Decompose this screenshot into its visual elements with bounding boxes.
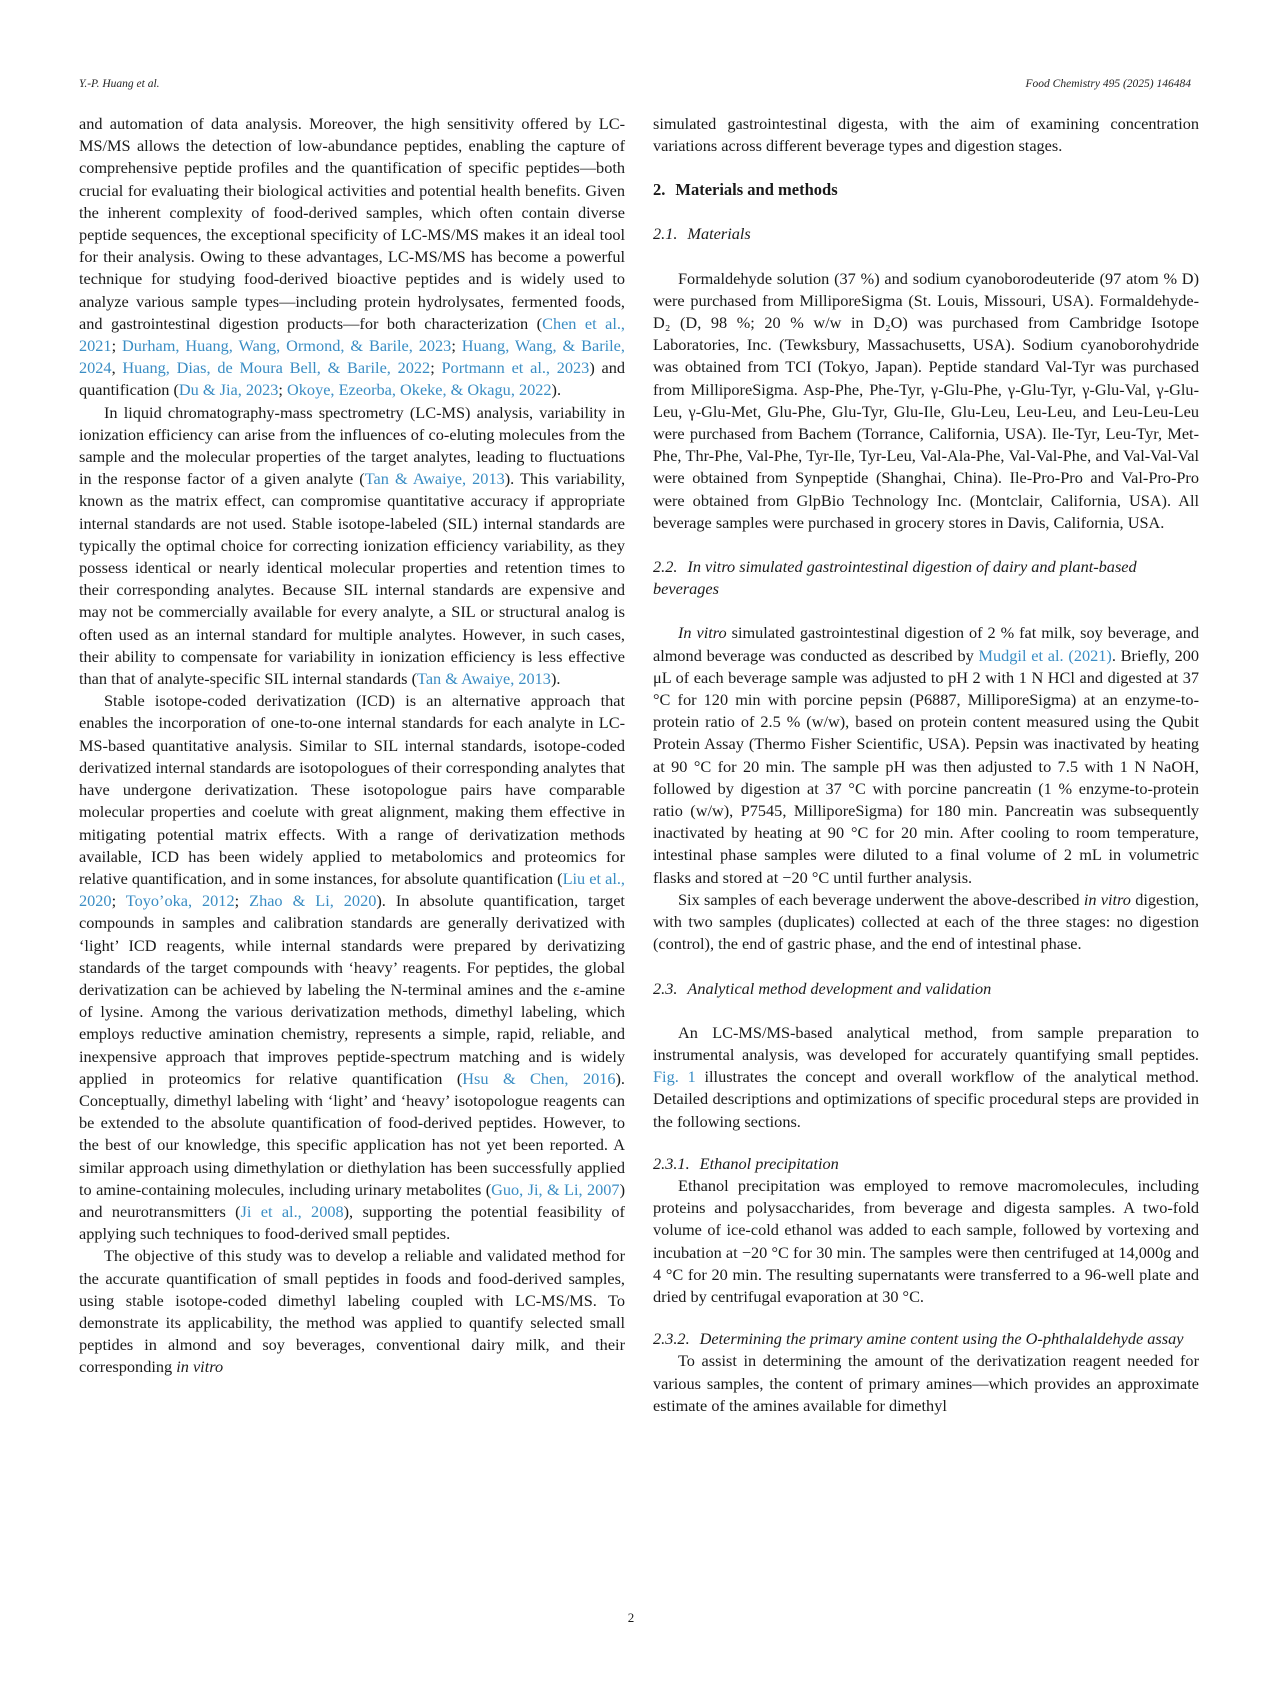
paragraph-digestion [653, 622, 1199, 888]
paragraph-ethanol: Ethanol precipitation was employed to remove macromolecules, including proteins and polysaccharides, from beverage and digesta samples. A two-fold volume of ice-cold ethanol was added to each sample, followed by vortexing and incubation at −20 °C for 30 min. The samples were then centrifuged at 14,000g and 4 °C for 20 min. The resulting supernatants were transferred to a 96-well plate and dried by centrifugal evaporation at 30 °C. [653, 1175, 1199, 1306]
left-column [79, 113, 625, 1379]
citation-link[interactable]: Durham, Huang, Wang, Ormond, & Barile, 2023 [122, 336, 452, 356]
section-title: Determining the primary amine content using the O-phthalaldehyde assay [699, 1329, 1184, 1349]
paragraph-objective [79, 1245, 625, 1378]
text: digestion, with two samples (duplicates) collected at each of the three stages: no digestion (control), the end of gastric phase, and the end of intestinal phase. [653, 889, 1199, 954]
text: ; [278, 380, 288, 400]
citation-link[interactable]: Guo, Ji, & Li, 2007 [491, 1179, 620, 1199]
section-title: Materials [687, 224, 751, 244]
section-heading-materials-methods [653, 179, 1199, 201]
citation-link[interactable]: Mudgil et al. (2021) [978, 645, 1112, 665]
paragraph-intro-lcms [79, 113, 625, 402]
text: and automation of data analysis. Moreover, the high sensitivity offered by LC-MS/MS allows the detection of low-abundance peptides, enabling the capture of comprehensive peptide profiles and the quantification of specific peptides—both crucial for evaluating their biological activities and potential health benefits. Given the inherent complexity of food-derived samples, which often contain diverse peptide sequences, the exceptional specificity of LC-MS/MS makes it an ideal tool for their analysis. Owing to these advantages, LC-MS/MS has become a powerful technique for studying food-derived bioactive peptides and is widely used to analyze various sample types—including protein hydrolysates, fermented foods, and gastrointestinal digestion products—for both characterization ( [79, 114, 625, 333]
subsection-heading-digestion [653, 556, 1199, 600]
citation-link[interactable]: Liu et al., 2020 [79, 868, 626, 911]
paragraph-icd [79, 690, 625, 1245]
citation-link[interactable]: Hsu & Chen, 2016 [462, 1068, 616, 1088]
text: Six samples of each beverage underwent the above-described [678, 889, 1084, 909]
section-number: 2. [653, 180, 666, 200]
citation-link[interactable]: Portmann et al., 2023 [441, 358, 590, 378]
running-head-authors: Y.-P. Huang et al. [79, 78, 160, 90]
text: ). [551, 380, 562, 400]
citation-link[interactable]: Chen et al., 2021 [79, 313, 625, 356]
text: ), supporting the potential feasibility of applying such techniques to food-derived small peptides. [79, 1201, 625, 1244]
section-title: Analytical method development and validation [687, 978, 992, 998]
citation-link[interactable]: Toyo’oka, 2012 [125, 891, 235, 911]
text: ; [451, 336, 462, 356]
text: ). This variability, known as the matrix effect, can compromise quantitative accuracy if appropriate internal standards are not used. Stable isotope-labeled (SIL) internal standards are typically the optimal choice for correcting ionization efficiency variability, as they possess identical or nearly identical molecular properties and retention times to their corresponding analytes. Because SIL internal standards are expensive and may not be commercially available for every analyte, a SIL or structural analog is often used as an internal standard for multiple analytes. However, in such cases, their ability to compensate for variability in ionization efficiency is less effective than that of analyte-specific SIL internal standards ( [79, 469, 626, 689]
section-title: Materials and methods [675, 180, 838, 200]
subsection-heading-materials [653, 223, 1199, 245]
text: ). [550, 669, 561, 689]
text: ). In absolute quantification, target compounds in samples and calibration standards are generally derivatized with ‘light’ ICD reagents, while internal standards were prepared by derivatizing standards of the target compounds with ‘heavy’ reagents. For peptides, the global derivatization can be achieved by labeling the N-terminal amines and the ε-amine of lysine. Among the various derivatization methods, dimethyl labeling, which employs reductive amination chemistry, represents a simple, rapid, reliable, and inexpensive approach that improves peptide-spectrum matching and is widely applied in proteomics for relative quantification ( [79, 891, 625, 1088]
citation-link[interactable]: Zhao & Li, 2020 [249, 891, 377, 911]
paragraph-materials: Formaldehyde solution (37 %) and sodium cyanoborodeuteride (97 atom % D) were purchased from MilliporeSigma (St. Louis, Missouri, USA). Formaldehyde-D₂ (D, 98 %; 20 % w/w in D₂O) was purchased from Cambridge Isotope Laboratories, Inc. (Tewksbury, Massachusetts, USA). Sodium cyanoborohydride was obtained from TCI (Tokyo, Japan). Peptide standard Val-Tyr was purchased from MilliporeSigma. Asp-Phe, Phe-Tyr, γ-Glu-Phe, γ-Glu-Tyr, γ-Glu-Val, γ-Glu-Leu, γ-Glu-Met, Glu-Phe, Glu-Tyr, Glu-Ile, Glu-Leu, Leu-Leu, and Leu-Leu-Leu were purchased from Bachem (Torrance, California, USA). Ile-Tyr, Leu-Tyr, Met-Phe, Thr-Phe, Val-Phe, Tyr-Ile, Tyr-Leu, Val-Ala-Phe, Val-Val-Phe, and Val-Val-Val were obtained from Synpeptide (Shanghai, China). Ile-Pro-Pro and Val-Pro-Pro were obtained from GlpBio Technology Inc. (Montclair, California, USA). All beverage samples were purchased in grocery stores in Davis, California, USA. [653, 268, 1199, 532]
text: The objective of this study was to develop a reliable and validated method for the accurate quantification of small peptides in foods and food-derived samples, using stable isotope-coded dimethyl labeling coupled with LC-MS/MS. To demonstrate its applicability, the method was applied to quantify selected small peptides in almond and soy beverages, conventional dairy milk, and their corresponding [79, 1246, 625, 1377]
subsubsection-heading-ethanol [653, 1153, 1199, 1175]
text: , [111, 358, 123, 378]
text: ; [430, 358, 442, 378]
page-number: 2 [627, 1610, 635, 1625]
italic-text: In vitro [678, 623, 727, 643]
text: ) and neurotransmitters ( [79, 1179, 625, 1221]
text: Stable isotope-coded derivatization (ICD) is an alternative approach that enables the incorporation of one-to-one internal standards for each analyte in LC-MS-based quantitative analysis. Similar to SIL internal standards, isotope-coded derivatized internal standards are isotopologues of their corresponding analytes that have undergone derivatization. These isotopologue pairs have comparable molecular properties and coelute with great alignment, making them effective in mitigating potential matrix effects. With a range of derivatization methods available, ICD has been widely applied to metabolomics and proteomics for relative quantification, and in some instances, for absolute quantification ( [79, 691, 625, 888]
paragraph-matrix-effect [79, 402, 625, 691]
subsection-heading-method-development [653, 978, 1199, 1000]
section-title: In vitro simulated gastrointestinal digestion of dairy and plant-based beverages [653, 557, 1137, 599]
citation-link[interactable]: Ji et al., 2008 [240, 1201, 344, 1221]
right-column [653, 113, 1199, 1417]
section-number: 2.3.2. [653, 1329, 690, 1349]
text: In liquid chromatography-mass spectrometry (LC-MS) analysis, variability in ionization efficiency can arise from the influences of co-eluting molecules from the sample and the molecular properties of the target analytes, leading to fluctuations in the response factor of a given analyte ( [79, 402, 625, 489]
citation-link[interactable]: Huang, Dias, de Moura Bell, & Barile, 2022 [122, 358, 431, 378]
text: An LC-MS/MS-based analytical method, from sample preparation to instrumental analysis, was developed for accurately quantifying small peptides. [653, 1022, 1199, 1064]
italic-text: in vitro [176, 1357, 224, 1377]
section-number: 2.3.1. [653, 1153, 690, 1173]
citation-link[interactable]: Tan & Awaiye, 2013 [417, 669, 551, 689]
text: ; [111, 891, 126, 911]
paragraph-method [653, 1022, 1199, 1133]
section-title: Ethanol precipitation [699, 1153, 839, 1173]
text: . Briefly, 200 μL of each beverage sample was adjusted to pH 2 with 1 N HCl and digested at 37 °C for 120 min with porcine pepsin (P6887, MilliporeSigma) at an enzyme-to-protein ratio of 2.5 % (w/w), based on protein content measured using the Qubit Protein Assay (Thermo Fisher Scientific, USA). Pepsin was inactivated by heating at 90 °C for 20 min. The sample pH was then adjusted to 7.5 with 1 N NaOH, followed by digestion at 37 °C with porcine pancreatin (1 % enzyme-to-protein ratio (w/w), P7545, MilliporeSigma) for 180 min. Pancreatin was subsequently inactivated by heating at 90 °C for 20 min. After cooling to room temperature, intestinal phase samples were diluted to a final volume of 2 mL in volumetric flasks and stored at −20 °C until further analysis. [653, 645, 1200, 887]
text: ). Conceptually, dimethyl labeling with ‘light’ and ‘heavy’ isotopologue reagents can be extended to the absolute quantification of food-derived peptides. However, to the best of our knowledge, this specific application has not yet been reported. A similar approach using dimethylation or diethylation has been successfully applied to amine-containing molecules, including urinary metabolites ( [79, 1068, 626, 1199]
figure-link[interactable]: Fig. 1 [653, 1067, 696, 1087]
subsubsection-heading-opa [653, 1328, 1199, 1350]
paragraph-six-samples [653, 889, 1199, 956]
text: simulated gastrointestinal digestion of 2 % fat milk, soy beverage, and almond beverage was conducted as described by [653, 623, 1199, 665]
citation-link[interactable]: Du & Jia, 2023 [178, 380, 279, 400]
paragraph-opa: To assist in determining the amount of the derivatization reagent needed for various samples, the content of primary amines—which provides an approximate estimate of the amines available for dimethyl [653, 1351, 1199, 1415]
citation-link[interactable]: Huang, Wang, & Barile, 2024 [79, 336, 625, 378]
text: illustrates the concept and overall workflow of the analytical method. Detailed descriptions and optimizations of specific procedural steps are provided in the following sections. [653, 1067, 1199, 1131]
section-number: 2.1. [653, 224, 678, 244]
italic-text: in vitro [1083, 889, 1131, 909]
paragraph-continuation: simulated gastrointestinal digesta, with the aim of examining concentration variations across different beverage types and digestion stages. [653, 114, 1199, 156]
text: ; [111, 336, 123, 356]
section-number: 2.3. [653, 978, 678, 998]
text: ; [234, 891, 250, 911]
citation-link[interactable]: Okoye, Ezeorba, Okeke, & Okagu, 2022 [287, 380, 552, 400]
running-head-journal: Food Chemistry 495 (2025) 146484 [1025, 78, 1191, 90]
citation-link[interactable]: Tan & Awaiye, 2013 [364, 469, 505, 489]
text: ) and quantification ( [79, 358, 626, 400]
section-number: 2.2. [653, 557, 678, 577]
